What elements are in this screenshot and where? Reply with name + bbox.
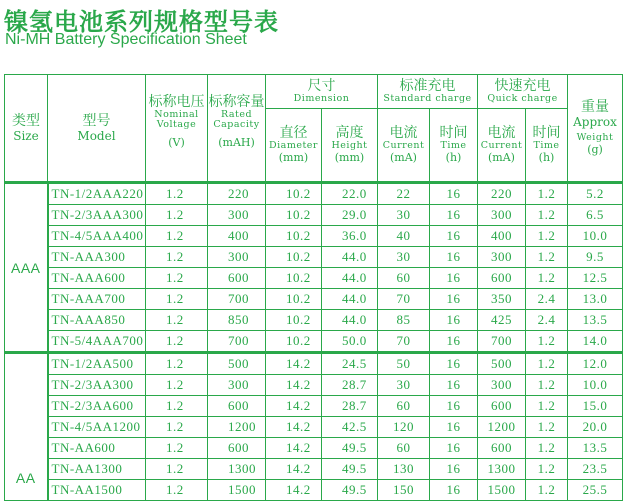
header-std-time <box>430 109 478 183</box>
height-cell: 22.0 <box>322 183 378 205</box>
quick-current-cell: 425 <box>478 310 526 331</box>
header-voltage-unit: (V) <box>168 136 185 149</box>
quick-time-cell: 1.2 <box>526 438 568 459</box>
weight-cell: 12.0 <box>568 353 623 375</box>
header-std-charge-cn: 标准充电 <box>399 78 456 94</box>
header-std-current-en: Current <box>382 139 425 151</box>
weight-cell: 9.5 <box>568 247 623 268</box>
header-std-time-en: Time <box>440 139 467 151</box>
spec-table-body <box>5 183 623 501</box>
diameter-cell: 14.2 <box>266 480 322 501</box>
voltage-cell: 1.2 <box>146 310 208 331</box>
height-cell: 36.0 <box>322 226 378 247</box>
std-current-cell: 60 <box>378 438 430 459</box>
quick-time-cell: 1.2 <box>526 268 568 289</box>
std-current-cell: 60 <box>378 396 430 417</box>
table-row <box>5 310 623 331</box>
height-cell: 49.5 <box>322 480 378 501</box>
header-diameter <box>266 109 322 183</box>
weight-cell: 25.5 <box>568 480 623 501</box>
model-cell: TN-1/2AA500 <box>48 353 146 375</box>
quick-time-cell: 1.2 <box>526 205 568 226</box>
header-quick-time-en: Time <box>533 139 560 151</box>
std-time-cell: 16 <box>430 417 478 438</box>
size-group-label: AAA <box>5 183 48 353</box>
quick-current-cell: 700 <box>478 331 526 353</box>
weight-cell: 12.5 <box>568 268 623 289</box>
weight-cell: 13.5 <box>568 438 623 459</box>
weight-cell: 10.0 <box>568 226 623 247</box>
quick-time-cell: 1.2 <box>526 396 568 417</box>
voltage-cell: 1.2 <box>146 438 208 459</box>
model-cell: TN-AA1300 <box>48 459 146 480</box>
std-current-cell: 120 <box>378 417 430 438</box>
std-current-cell: 70 <box>378 331 430 353</box>
std-time-cell: 16 <box>430 438 478 459</box>
diameter-cell: 14.2 <box>266 438 322 459</box>
header-quick-charge-cn: 快速充电 <box>494 78 551 94</box>
weight-cell: 14.0 <box>568 331 623 353</box>
header-std-charge-en: Standard charge <box>383 93 472 104</box>
header-capacity-unit: (mAH) <box>218 136 255 149</box>
quick-current-cell: 300 <box>478 375 526 396</box>
voltage-cell: 1.2 <box>146 289 208 310</box>
std-current-cell: 150 <box>378 480 430 501</box>
capacity-cell: 1300 <box>208 459 266 480</box>
header-quick-time-cn: 时间 <box>532 124 561 141</box>
header-diameter-cn: 直径 <box>279 124 308 141</box>
table-row <box>5 226 623 247</box>
voltage-cell: 1.2 <box>146 247 208 268</box>
model-cell: TN-4/5AA1200 <box>48 417 146 438</box>
height-cell: 29.0 <box>322 205 378 226</box>
model-cell: TN-2/3AA600 <box>48 396 146 417</box>
std-current-cell: 30 <box>378 205 430 226</box>
header-size-en: Size <box>13 128 39 143</box>
quick-current-cell: 300 <box>478 247 526 268</box>
header-capacity-en1: Rated <box>220 109 253 120</box>
weight-cell: 15.0 <box>568 396 623 417</box>
table-row <box>5 396 623 417</box>
capacity-cell: 600 <box>208 268 266 289</box>
quick-time-cell: 1.2 <box>526 331 568 353</box>
table-row <box>5 459 623 480</box>
model-cell: TN-2/3AAA300 <box>48 205 146 226</box>
header-std-time-unit: (h) <box>445 150 462 164</box>
header-weight <box>568 75 623 183</box>
header-quick-charge-en: Quick charge <box>487 93 558 104</box>
model-cell: TN-AAA700 <box>48 289 146 310</box>
header-dimension-cn: 尺寸 <box>307 78 336 94</box>
voltage-cell: 1.2 <box>146 205 208 226</box>
voltage-cell: 1.2 <box>146 417 208 438</box>
std-time-cell: 16 <box>430 396 478 417</box>
capacity-cell: 300 <box>208 205 266 226</box>
std-time-cell: 16 <box>430 375 478 396</box>
header-voltage <box>146 75 208 183</box>
header-quick-current <box>478 109 526 183</box>
weight-cell: 6.5 <box>568 205 623 226</box>
voltage-cell: 1.2 <box>146 480 208 501</box>
diameter-cell: 14.2 <box>266 396 322 417</box>
page-title-en: Ni-MH Battery Specification Sheet <box>5 31 247 48</box>
voltage-cell: 1.2 <box>146 459 208 480</box>
weight-cell: 10.0 <box>568 375 623 396</box>
quick-time-cell: 1.2 <box>526 183 568 205</box>
table-row <box>5 268 623 289</box>
header-std-current-unit: (mA) <box>390 150 417 164</box>
table-row <box>5 289 623 310</box>
header-quick-current-en: Current <box>480 139 523 151</box>
height-cell: 44.0 <box>322 289 378 310</box>
table-row <box>5 480 623 501</box>
quick-time-cell: 1.2 <box>526 459 568 480</box>
diameter-cell: 14.2 <box>266 417 322 438</box>
table-row <box>5 353 623 375</box>
header-std-time-cn: 时间 <box>439 124 468 141</box>
quick-time-cell: 2.4 <box>526 310 568 331</box>
std-current-cell: 60 <box>378 268 430 289</box>
header-capacity <box>208 75 266 183</box>
model-cell: TN-1/2AAA220 <box>48 183 146 205</box>
header-capacity-en2: Capacity <box>213 119 260 130</box>
std-current-cell: 85 <box>378 310 430 331</box>
header-height-unit: (mm) <box>334 150 365 164</box>
weight-cell: 20.0 <box>568 417 623 438</box>
header-weight-en1: Approx <box>573 114 617 129</box>
quick-time-cell: 1.2 <box>526 480 568 501</box>
height-cell: 50.0 <box>322 331 378 353</box>
capacity-cell: 500 <box>208 353 266 375</box>
quick-current-cell: 600 <box>478 396 526 417</box>
capacity-cell: 1200 <box>208 417 266 438</box>
header-capacity-cn: 标称容量 <box>208 94 265 110</box>
header-std-current-cn: 电流 <box>389 124 418 141</box>
quick-current-cell: 1200 <box>478 417 526 438</box>
capacity-cell: 600 <box>208 438 266 459</box>
diameter-cell: 10.2 <box>266 331 322 353</box>
quick-current-cell: 400 <box>478 226 526 247</box>
header-std-current <box>378 109 430 183</box>
quick-time-cell: 1.2 <box>526 417 568 438</box>
capacity-cell: 700 <box>208 331 266 353</box>
capacity-cell: 220 <box>208 183 266 205</box>
height-cell: 44.0 <box>322 268 378 289</box>
height-cell: 24.5 <box>322 353 378 375</box>
voltage-cell: 1.2 <box>146 331 208 353</box>
header-diameter-unit: (mm) <box>278 150 309 164</box>
height-cell: 44.0 <box>322 310 378 331</box>
height-cell: 42.5 <box>322 417 378 438</box>
header-model <box>48 75 146 183</box>
table-row <box>5 417 623 438</box>
voltage-cell: 1.2 <box>146 183 208 205</box>
voltage-cell: 1.2 <box>146 353 208 375</box>
std-time-cell: 16 <box>430 226 478 247</box>
size-group-label: AA <box>5 353 48 501</box>
diameter-cell: 10.2 <box>266 268 322 289</box>
capacity-cell: 400 <box>208 226 266 247</box>
table-row <box>5 183 623 205</box>
std-time-cell: 16 <box>430 459 478 480</box>
table-row <box>5 205 623 226</box>
header-height-cn: 高度 <box>335 124 364 141</box>
diameter-cell: 10.2 <box>266 247 322 268</box>
diameter-cell: 10.2 <box>266 183 322 205</box>
header-voltage-en2: Voltage <box>156 119 197 130</box>
capacity-cell: 1500 <box>208 480 266 501</box>
std-time-cell: 16 <box>430 331 478 353</box>
model-cell: TN-AA600 <box>48 438 146 459</box>
header-quick-time <box>526 109 568 183</box>
table-row <box>5 438 623 459</box>
std-current-cell: 30 <box>378 375 430 396</box>
header-quick-charge <box>478 75 568 109</box>
capacity-cell: 700 <box>208 289 266 310</box>
std-current-cell: 130 <box>378 459 430 480</box>
header-height-en: Height <box>331 139 368 151</box>
model-cell: TN-AAA850 <box>48 310 146 331</box>
std-current-cell: 30 <box>378 247 430 268</box>
header-height <box>322 109 378 183</box>
std-time-cell: 16 <box>430 289 478 310</box>
capacity-cell: 300 <box>208 375 266 396</box>
header-diameter-en: Diameter <box>269 139 318 151</box>
quick-current-cell: 220 <box>478 183 526 205</box>
model-cell: TN-4/5AAA400 <box>48 226 146 247</box>
header-voltage-en1: Nominal <box>154 109 199 120</box>
header-dimension-en: Dimension <box>293 93 350 104</box>
height-cell: 49.5 <box>322 438 378 459</box>
height-cell: 28.7 <box>322 396 378 417</box>
quick-current-cell: 350 <box>478 289 526 310</box>
diameter-cell: 10.2 <box>266 226 322 247</box>
page-title-cn: 镍氢电池系列规格型号表 <box>4 8 279 36</box>
quick-time-cell: 1.2 <box>526 375 568 396</box>
std-time-cell: 16 <box>430 480 478 501</box>
height-cell: 49.5 <box>322 459 378 480</box>
voltage-cell: 1.2 <box>146 268 208 289</box>
std-time-cell: 16 <box>430 247 478 268</box>
table-row <box>5 375 623 396</box>
header-size <box>5 75 48 183</box>
voltage-cell: 1.2 <box>146 396 208 417</box>
std-current-cell: 22 <box>378 183 430 205</box>
capacity-cell: 300 <box>208 247 266 268</box>
header-dimension <box>266 75 378 109</box>
height-cell: 44.0 <box>322 247 378 268</box>
model-cell: TN-2/3AA300 <box>48 375 146 396</box>
diameter-cell: 10.2 <box>266 289 322 310</box>
header-voltage-cn: 标称电压 <box>148 94 205 110</box>
diameter-cell: 14.2 <box>266 375 322 396</box>
quick-current-cell: 600 <box>478 438 526 459</box>
spec-table <box>4 74 623 501</box>
quick-current-cell: 300 <box>478 205 526 226</box>
header-std-charge <box>378 75 478 109</box>
header-quick-time-unit: (h) <box>538 150 555 164</box>
header-model-en: Model <box>77 128 116 143</box>
quick-time-cell: 1.2 <box>526 226 568 247</box>
quick-time-cell: 1.2 <box>526 353 568 375</box>
std-current-cell: 50 <box>378 353 430 375</box>
quick-time-cell: 2.4 <box>526 289 568 310</box>
diameter-cell: 14.2 <box>266 459 322 480</box>
std-current-cell: 40 <box>378 226 430 247</box>
weight-cell: 5.2 <box>568 183 623 205</box>
header-weight-cn: 重量 <box>581 98 610 115</box>
header-quick-current-unit: (mA) <box>488 150 515 164</box>
voltage-cell: 1.2 <box>146 226 208 247</box>
header-size-cn: 类型 <box>12 112 40 129</box>
std-time-cell: 16 <box>430 353 478 375</box>
model-cell: TN-AAA600 <box>48 268 146 289</box>
std-time-cell: 16 <box>430 205 478 226</box>
model-cell: TN-5/4AAA700 <box>48 331 146 353</box>
capacity-cell: 600 <box>208 396 266 417</box>
std-time-cell: 16 <box>430 268 478 289</box>
table-row <box>5 247 623 268</box>
quick-time-cell: 1.2 <box>526 247 568 268</box>
std-time-cell: 16 <box>430 183 478 205</box>
quick-current-cell: 500 <box>478 353 526 375</box>
quick-current-cell: 1300 <box>478 459 526 480</box>
quick-current-cell: 600 <box>478 268 526 289</box>
weight-cell: 23.5 <box>568 459 623 480</box>
header-quick-current-cn: 电流 <box>487 124 516 141</box>
model-cell: TN-AA1500 <box>48 480 146 501</box>
diameter-cell: 10.2 <box>266 310 322 331</box>
header-model-cn: 型号 <box>82 112 111 129</box>
header-weight-en2: Weight <box>576 131 614 143</box>
table-row <box>5 331 623 353</box>
model-cell: TN-AAA300 <box>48 247 146 268</box>
voltage-cell: 1.2 <box>146 375 208 396</box>
std-current-cell: 70 <box>378 289 430 310</box>
header-weight-unit: (g) <box>587 142 603 156</box>
height-cell: 28.7 <box>322 375 378 396</box>
capacity-cell: 850 <box>208 310 266 331</box>
diameter-cell: 10.2 <box>266 205 322 226</box>
diameter-cell: 14.2 <box>266 353 322 375</box>
quick-current-cell: 1500 <box>478 480 526 501</box>
weight-cell: 13.5 <box>568 310 623 331</box>
weight-cell: 13.0 <box>568 289 623 310</box>
std-time-cell: 16 <box>430 310 478 331</box>
